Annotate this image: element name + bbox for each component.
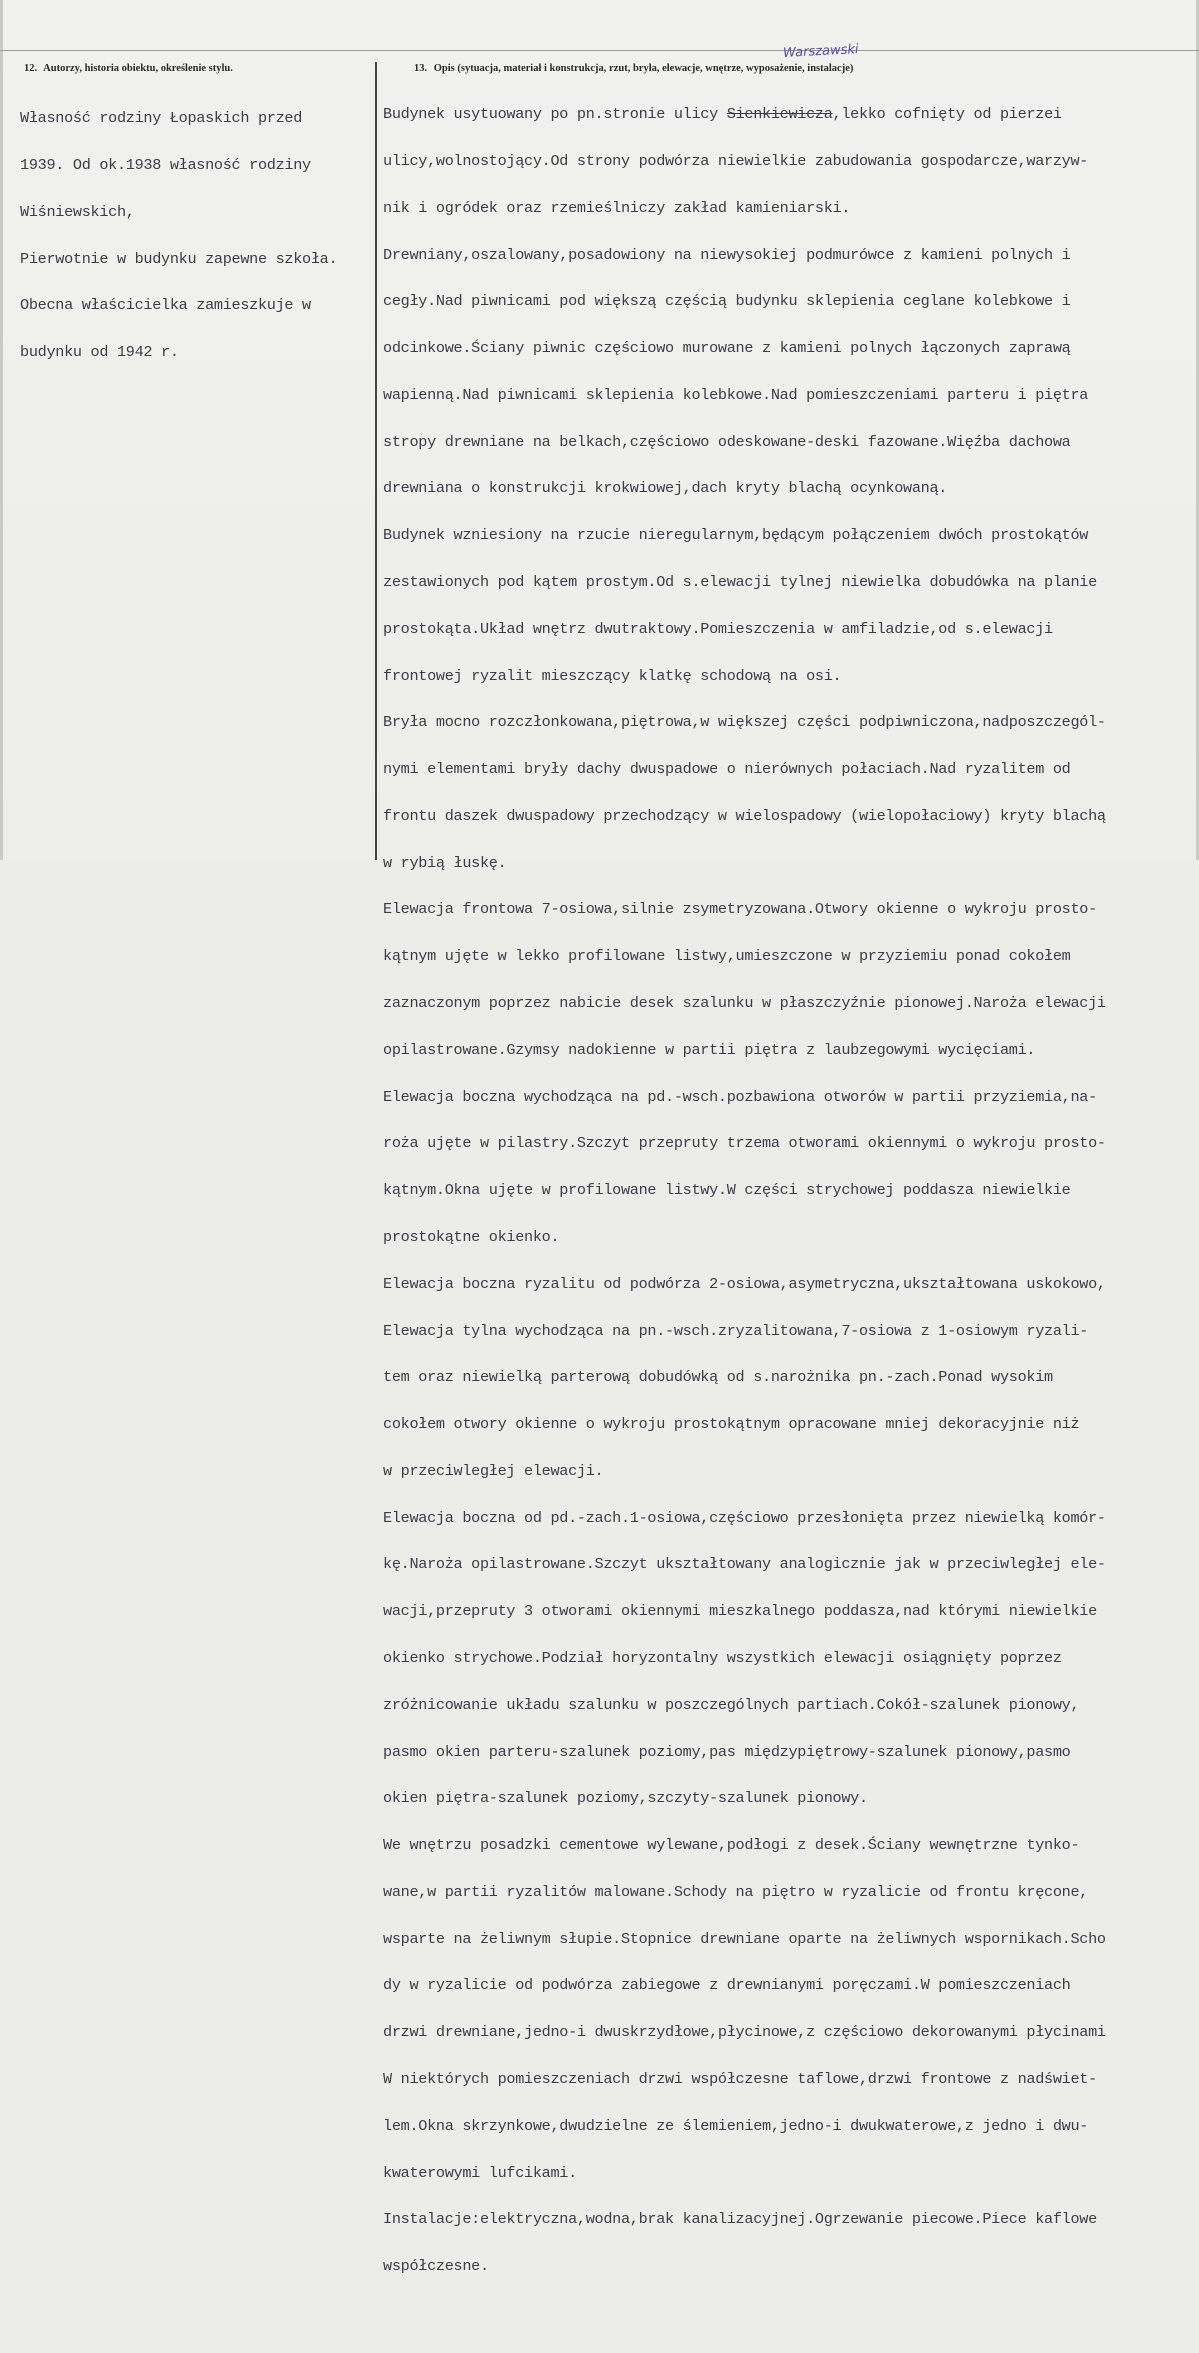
body-line: kątnym ujęte w lekko profilowane listwy,umieszczone w przyziemiu ponad cokołem: [383, 947, 1071, 966]
body-line: wane,w partii ryzalitów malowane.Schody na piętro w ryzalicie od frontu kręcone,: [383, 1882, 1089, 1901]
body-line: Instalacje:elektryczna,wodna,brak kanalizacyjnej.Ogrzewanie piecowe.Piece kaflowe: [383, 2210, 1097, 2229]
body-line: tem oraz niewielką parterową dobudówką od s.narożnika pn.-zach.Ponad wysokim: [383, 1368, 1053, 1387]
first-line-end: ,lekko cofnięty od pierzei: [832, 105, 1062, 124]
body-line: prostokąta.Układ wnętrz dwutraktowy.Pomieszczenia w amfiladzie,od s.elewacji: [383, 619, 1053, 638]
struck-street-name: Sienkiewicza: [726, 105, 833, 124]
body-line: Bryła mocno rozczłonkowana,piętrowa,w większej części podpiwniczona,nadposzczegól-: [383, 713, 1106, 732]
body-line: Obecna właścicielka zamieszkuje w: [20, 296, 311, 315]
body-line: prostokątne okienko.: [383, 1227, 560, 1246]
body-line: Elewacja boczna ryzalitu od podwórza 2-osiowa,asymetryczna,ukształtowana uskokowo,: [383, 1274, 1106, 1293]
section-13-body: [383, 76, 1106, 2353]
body-line: wacji,przepruty 3 otworami okiennymi mieszkalnego poddasza,nad którymi niewielkie: [383, 1602, 1097, 1621]
section-13-number: 13.: [414, 63, 428, 74]
section-12-header: [24, 63, 233, 74]
body-line: lem.Okna skrzynkowe,dwudzielne ze ślemieniem,jedno-i dwukwaterowe,z jedno i dwu-: [383, 2116, 1089, 2135]
body-line: Elewacja tylna wychodząca na pn.-wsch.zryzalitowana,7-osiowa z 1-osiowym ryzali-: [383, 1321, 1089, 1340]
handwritten-correction: Warszawski: [782, 42, 859, 61]
body-line: zestawionych pod kątem prostym.Od s.elewacji tylnej niewielka dobudówka na planie: [383, 573, 1097, 591]
body-line: roża ujęte w pilastry.Szczyt przepruty trzema otworami okiennymi o wykroju prosto-: [383, 1134, 1106, 1153]
body-line: nik i ogródek oraz rzemieślniczy zakład kamieniarski.: [383, 198, 851, 217]
body-line: wsparte na żeliwnym słupie.Stopnice drewniane oparte na żeliwnych wspornikach.Scho: [383, 1929, 1106, 1948]
body-line: ulicy,wolnostojący.Od strony podwórza niewielkie zabudowania gospodarcze,warzyw-: [383, 151, 1089, 170]
section-12-body: [20, 80, 337, 392]
body-line: cokołem otwory okienne o wykroju prostokątnym opracowane mniej dekoracyjnie niż: [383, 1415, 1080, 1434]
body-line: kę.Naroża opilastrowane.Szczyt ukształtowany analogicznie jak w przeciwległej ele-: [383, 1555, 1106, 1574]
section-12-number: 12.: [24, 63, 38, 74]
section-12-title: Autorzy, historia obiektu, określenie stylu.: [43, 63, 233, 74]
body-line: współczesne.: [383, 2257, 489, 2276]
body-line: w rybią łuskę.: [383, 853, 507, 872]
body-line: Elewacja boczna od pd.-zach.1-osiowa,częściowo przesłonięta przez niewielką komór-: [383, 1508, 1106, 1527]
body-line: w przeciwległej elewacji.: [383, 1461, 604, 1480]
body-line: opilastrowane.Gzymsy nadokienne w partii piętra z laubzegowymi wycięciami.: [383, 1040, 1036, 1059]
body-line: odcinkowe.Ściany piwnic częściowo murowane z kamieni polnych łączonych zaprawą: [383, 339, 1071, 358]
body-line: W niektórych pomieszczeniach drzwi współczesne taflowe,drzwi frontowe z nadświet-: [383, 2070, 1097, 2088]
top-rule-line: [0, 50, 1199, 51]
body-line: Wiśniewskich,: [20, 202, 135, 221]
body-line: okien piętra-szalunek poziomy,szczyty-szalunek pionowy.: [383, 1789, 868, 1808]
body-line: 1939. Od ok.1938 własność rodziny: [20, 155, 311, 174]
body-line: dy w ryzalicie od podwórza zabiegowe z drewnianymi poręczami.W pomieszczeniach: [383, 1976, 1071, 1995]
first-line-start: Budynek usytuowany po pn.stronie ulicy: [383, 105, 727, 124]
body-line: Własność rodziny Łopaskich przed: [20, 109, 303, 128]
body-line: cegły.Nad piwnicami pod większą częścią budynku sklepienia ceglane kolebkowe i: [383, 292, 1071, 311]
column-divider: [375, 62, 377, 860]
body-line: drzwi drewniane,jedno-i dwuskrzydłowe,płycinowe,z częściowo dekorowanymi płycinami: [383, 2023, 1106, 2042]
body-line: budynku od 1942 r.: [20, 343, 179, 362]
page-edge-left: [0, 0, 3, 860]
body-line: Elewacja boczna wychodząca na pd.-wsch.pozbawiona otworów w partii przyziemia,na-: [383, 1087, 1097, 1106]
body-line: Budynek wzniesiony na rzucie nieregularnym,będącym połączeniem dwóch prostokątów: [383, 526, 1089, 545]
body-line: Pierwotnie w budynku zapewne szkoła.: [20, 249, 338, 268]
body-line: zaznaczonym poprzez nabicie desek szalunku w płaszczyźnie pionowej.Naroża elewacji: [383, 994, 1106, 1013]
body-line: We wnętrzu posadzki cementowe wylewane,podłogi z desek.Ściany wewnętrzne tynko-: [383, 1836, 1080, 1855]
body-line: okienko strychowe.Podział horyzontalny wszystkich elewacji osiągnięty poprzez: [383, 1648, 1062, 1667]
body-line: frontowej ryzalit mieszczący klatkę schodową na osi.: [383, 666, 842, 685]
body-line: Elewacja frontowa 7-osiowa,silnie zsymetryzowana.Otwory okienne o wykroju prosto-: [383, 900, 1097, 919]
body-line: wapienną.Nad piwnicami sklepienia kolebkowe.Nad pomieszczeniami parteru i piętra: [383, 385, 1089, 404]
body-line: [383, 2306, 1106, 2322]
section-13-title: Opis (sytuacja, materiał i konstrukcja, rzut, bryła, elewacje, wnętrze, wyposażenie, instalacje): [433, 63, 854, 74]
section-13-header: [414, 63, 853, 74]
body-line: frontu daszek dwuspadowy przechodzący w wielospadowy (wielopołaciowy) kryty blachą: [383, 806, 1106, 825]
body-line: kwaterowymi lufcikami.: [383, 2163, 577, 2182]
body-line: pasmo okien parteru-szalunek poziomy,pas międzypiętrowy-szalunek pionowy,pasmo: [383, 1742, 1071, 1761]
body-line: nymi elementami bryły dachy dwuspadowe o nierównych połaciach.Nad ryzalitem od: [383, 760, 1071, 779]
body-line: Drewniany,oszalowany,posadowiony na niewysokiej podmurówce z kamieni polnych i: [383, 245, 1071, 264]
body-line: zróżnicowanie układu szalunku w poszczególnych partiach.Cokół-szalunek pionowy,: [383, 1695, 1080, 1714]
body-line-first: [383, 107, 1106, 123]
body-line: stropy drewniane na belkach,częściowo odeskowane-deski fazowane.Więźba dachowa: [383, 432, 1071, 451]
body-line: drewniana o konstrukcji krokwiowej,dach kryty blachą ocynkowaną.: [383, 479, 948, 498]
body-line: kątnym.Okna ujęte w profilowane listwy.W części strychowej poddasza niewielkie: [383, 1181, 1071, 1200]
